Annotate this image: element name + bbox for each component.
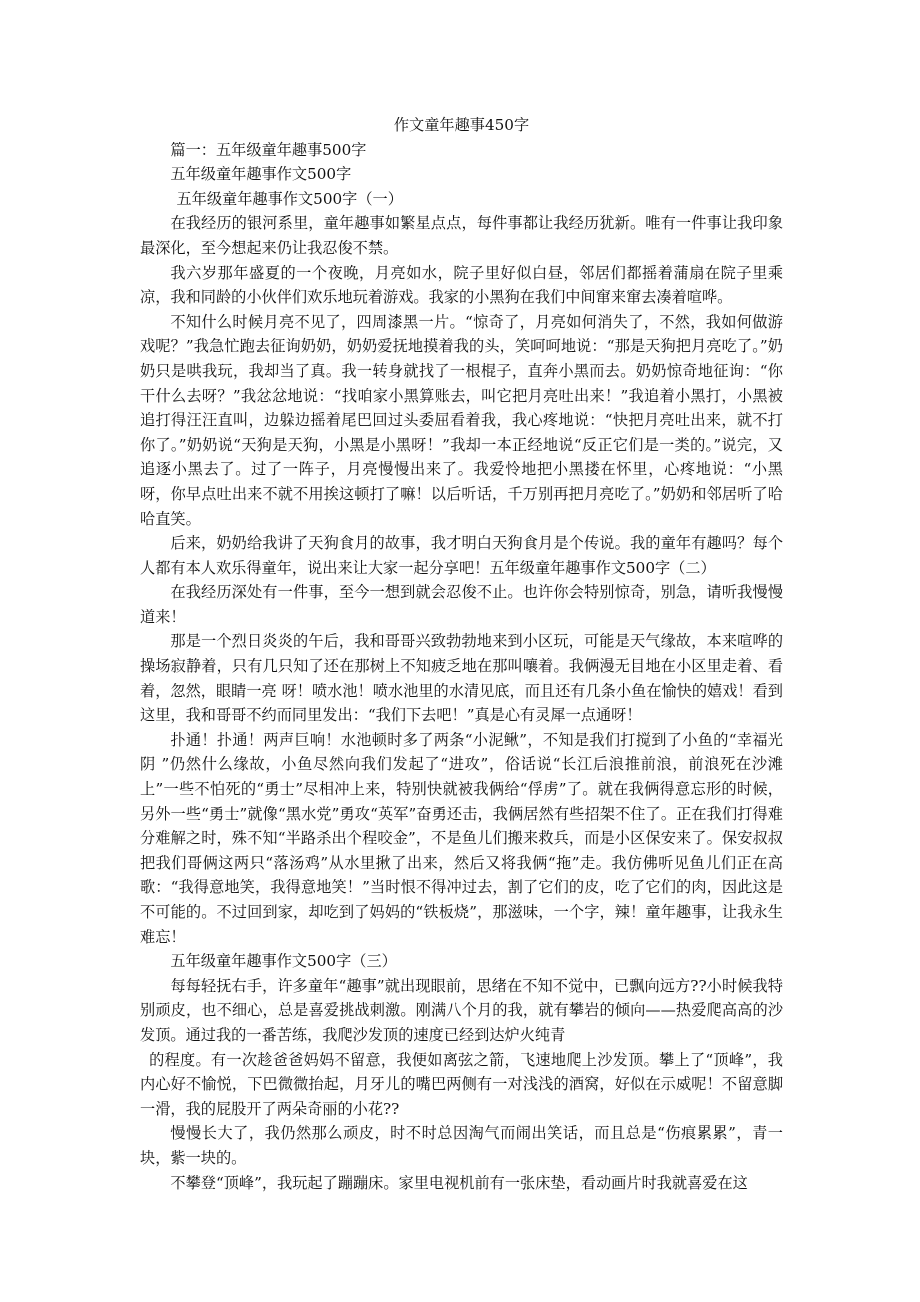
paragraph: 我六岁那年盛夏的一个夜晚，月亮如水，院子里好似白昼，邻居们都摇着蒲扇在院子里乘凉，我和同龄的小伙伴们欢乐地玩着游戏。我家的小黑狗在我们中间窜来窜去凑着喧哗。 xyxy=(140,263,783,307)
paragraph: 不知什么时候月亮不见了，四周漆黑一片。“惊奇了，月亮如何消失了，不然，我如何做游戏呢？”我急忙跑去征询奶奶，奶奶爱抚地摸着我的头，笑呵呵地说：“那是天狗把月亮吃了。”奶奶只是哄我玩，我却当了真。我一转身就找了一根棍子，直奔小黑而去。奶奶惊奇地征询：“你干什么去呀？”我忿忿地说：“找咱家小黑算账去，叫它把月亮吐出来！”我追着小黑打，小黑被追打得汪汪直叫，边躲边摇着尾巴回过头委屈看着我，我心疼地说：“快把月亮吐出来，就不打你了。”奶奶说“天狗是天狗，小黑是小黑呀！”我却一本正经地说“反正它们是一类的。”说完，又追逐小黑去了。过了一阵子，月亮慢慢出来了。我爱怜地把小黑搂在怀里，心疼地说：“小黑呀，你早点吐出来不就不用挨这顿打了嘛！以后听话，千万别再把月亮吃了。”奶奶和邻居听了哈哈直笑。 xyxy=(140,312,783,528)
paragraph: 不攀登“顶峰”，我玩起了蹦蹦床。家里电视机前有一张床垫，看动画片时我就喜爱在这 xyxy=(170,1173,748,1192)
section-heading: 五年级童年趣事作文500字（一） xyxy=(176,189,403,208)
paragraph: 的程度。有一次趁爸爸妈妈不留意，我便如离弦之箭，飞速地爬上沙发顶。攀上了“顶峰”，我内心好不愉悦，下巴微微抬起，月牙儿的嘴巴两侧有一对浅浅的酒窝，好似在示威呢！不留意脚一滑，我的屁股开了两朵奇丽的小花?? xyxy=(140,1050,783,1118)
paragraph: 那是一个烈日炎炎的午后，我和哥哥兴致勃勃地来到小区玩，可能是天气缘故，本来喧哗的操场寂静着，只有几只知了还在那树上不知疲乏地在那叫嚷着。我俩漫无目地在小区里走着、看着，忽然，眼睛一亮 呀！喷水池！喷水池里的水清见底，而且还有几条小鱼在愉快的嬉戏！看到这里，我和哥哥不约而同里发出：“我们下去吧！”真是心有灵犀一点通呀！ xyxy=(140,632,783,725)
paragraph: 每每轻抚右手，许多童年“趣事”就出现眼前，思绪在不知不觉中，已飘向远方??小时候我特别顽皮，也不细心，总是喜爱挑战刺激。刚满八个月的我，就有攀岩的倾向——热爱爬高高的沙发顶。通过我的一番苦练，我爬沙发顶的速度已经到达炉火纯青 xyxy=(140,976,783,1044)
section-heading: 五年级童年趣事作文500字 xyxy=(170,165,352,184)
paragraph: 扑通！扑通！两声巨响！水池顿时多了两条“小泥鳅”，不知是我们打搅到了小鱼的“幸福光阴 ”仍然什么缘故，小鱼尽然向我们发起了“进攻”，俗话说“长江后浪推前浪，前浪死在沙滩上”一些不怕死的“勇士”尽相冲上来，特别快就被我俩给“俘虏”了。就在我俩得意忘形的时候，另外一些“勇士”就像“黑水党”勇攻“英军”奋勇还击，我俩居然有些招架不住了。正在我们打得难分难解之时，殊不知“半路杀出个程咬金”，不是鱼儿们搬来救兵，而是小区保安来了。保安叔叔把我们哥俩这两只“落汤鸡”从水里揪了出来，然后又将我俩“拖”走。我仿佛听见鱼儿们正在高歌：“我得意地笑，我得意地笑！”当时恨不得冲过去，割了它们的皮，吃了它们的肉，因此这是不可能的。不过回到家，却吃到了妈妈的“铁板烧”，那滋味，一个字，辣！童年趣事，让我永生难忘！ xyxy=(140,730,783,946)
paragraph: 后来，奶奶给我讲了天狗食月的故事，我才明白天狗食月是个传说。我的童年有趣吗？每个人都有本人欢乐得童年，说出来让大家一起分享吧！五年级童年趣事作文500字（二） xyxy=(140,534,783,577)
paragraph: 在我经历的银河系里，童年趣事如繁星点点，每件事都让我经历犹新。唯有一件事让我印象最深化，至今想起来仍让我忍俊不禁。 xyxy=(140,214,783,257)
document-title: 作文童年趣事450字 xyxy=(393,116,530,134)
section-heading: 篇一：五年级童年趣事500字 xyxy=(170,140,367,159)
paragraph: 在我经历深处有一件事，至今一想到就会忍俊不止。也许你会特别惊奇，别急，请听我慢慢道来！ xyxy=(140,583,783,626)
section-heading: 五年级童年趣事作文500字（三） xyxy=(170,952,397,971)
paragraph: 慢慢长大了，我仍然那么顽皮，时不时总因淘气而闹出笑话，而且总是“伤痕累累”，青一块，紫一块的。 xyxy=(140,1124,783,1167)
